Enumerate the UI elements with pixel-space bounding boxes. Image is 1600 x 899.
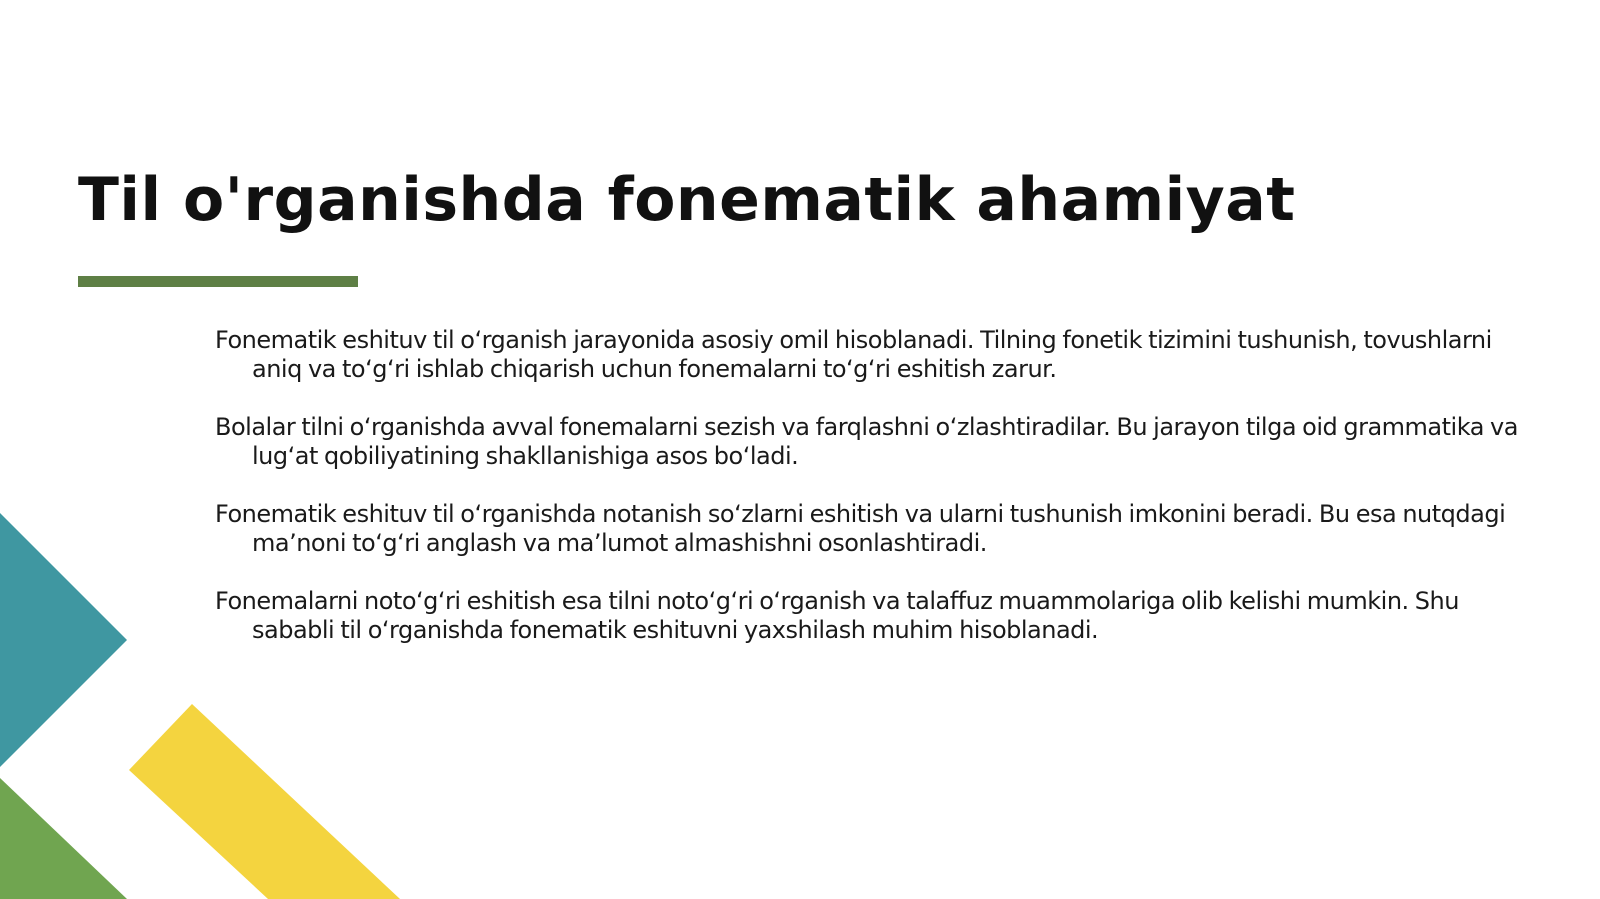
slide-title: Til o'rganishda fonematik ahamiyat (78, 165, 1296, 235)
slide-content (215, 326, 1525, 674)
yellow-stripe-shape (129, 704, 400, 899)
green-triangle-shape (0, 778, 127, 899)
teal-diamond-shape (0, 513, 127, 767)
paragraph-3: Fonematik eshituv til o‘rganishda notanish so‘zlarni eshitish va ularni tushunish imkonini beradi. Bu esa nutqdagi ma’noni to‘g‘ri anglash va ma’lumot almashishni osonlashtiradi. (215, 500, 1506, 557)
paragraph-1: Fonematik eshituv til o‘rganish jarayonida asosiy omil hisoblanadi. Tilning fonetik tizimini tushunish, tovushlarni aniq va to‘g‘ri ishlab chiqarish uchun fonemalarni to‘g‘ri eshitish zarur. (215, 326, 1492, 383)
paragraph-2: Bolalar tilni o‘rganishda avval fonemalarni sezish va farqlashni o‘zlashtiradilar. Bu jarayon tilga oid grammatika va lug‘at qobiliyatining shakllanishiga asos bo‘ladi. (215, 413, 1518, 470)
title-underline (78, 276, 358, 287)
paragraph-4: Fonemalarni noto‘g‘ri eshitish esa tilni noto‘g‘ri o‘rganish va talaffuz muammolariga olib kelishi mumkin. Shu sababli til o‘rganishda fonematik eshituvni yaxshilash muhim hisoblanadi. (215, 587, 1459, 644)
